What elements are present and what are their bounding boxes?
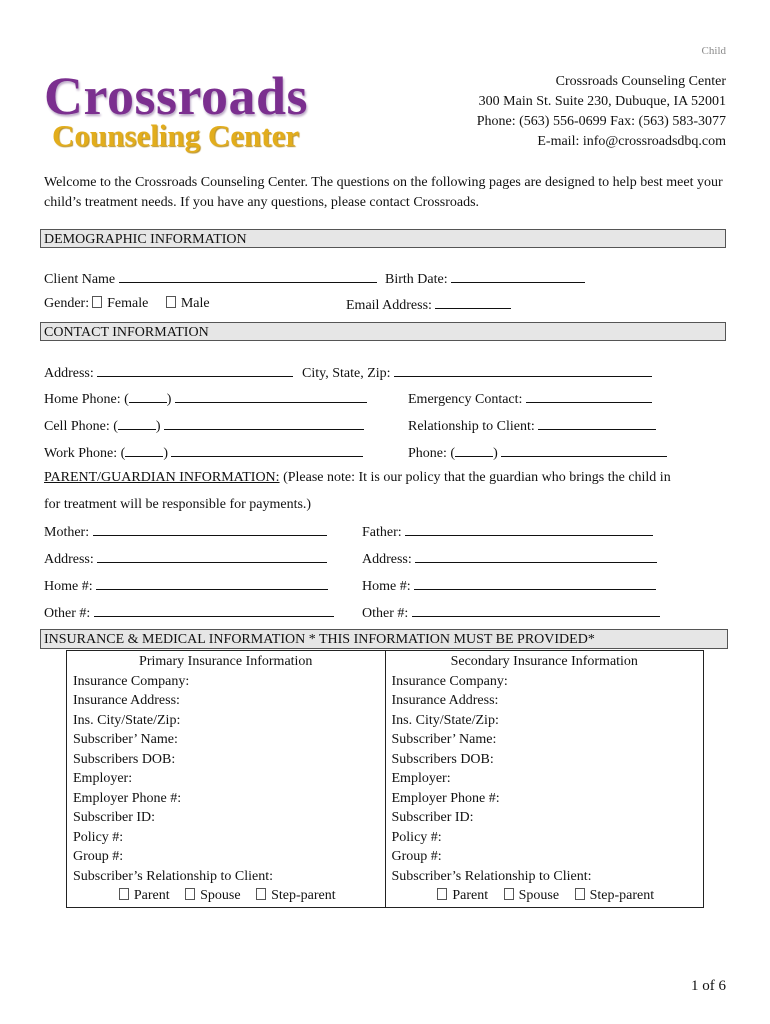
emergency-contact-field [408,389,652,409]
primary-parent-label: Parent [133,888,170,903]
mother-other-field [44,603,334,623]
father-field [362,522,653,542]
page-number: 1 of 6 [691,978,726,994]
guardian-heading [44,469,671,487]
secondary-parent-checkbox[interactable] [437,888,447,900]
email-field [346,295,511,315]
gender-label: Gender: [44,296,90,311]
logo-counseling-center: Counseling Center [52,118,300,153]
primary-insurance-title: Primary Insurance Information [139,654,313,669]
father-label: Father: [362,525,402,540]
secondary-field[interactable]: Group #: [391,849,442,864]
org-contact-block [477,72,726,152]
father-address-input[interactable] [415,549,657,563]
mother-other-input[interactable] [94,603,334,617]
org-address: 300 Main St. Suite 230, Dubuque, IA 52001 [478,94,726,109]
secondary-relationship-label: Subscriber’s Relationship to Client: [391,868,592,884]
client-name-field [44,269,377,289]
city-state-zip-field [302,363,652,383]
mother-input[interactable] [93,522,327,536]
father-address-field [362,549,657,569]
org-name: Crossroads Counseling Center [555,74,726,89]
work-phone-area-input[interactable] [125,443,163,457]
guardian-note-b: for treatment will be responsible for payments.) [44,497,312,512]
mother-home-field [44,576,328,596]
primary-relationship-label: Subscriber’s Relationship to Client: [73,868,274,884]
father-address-label: Address: [362,552,412,567]
cell-phone-input[interactable] [164,416,364,430]
emergency-phone-label: Phone: ( [408,446,456,461]
secondary-field[interactable]: Employer Phone #: [391,790,500,806]
cell-phone-field: Cell Phone: ( ) [44,416,364,436]
female-checkbox[interactable] [92,296,102,308]
guardian-title: PARENT/GUARDIAN INFORMATION: [44,470,280,485]
home-phone-input[interactable] [175,389,367,403]
father-home-field [362,576,656,596]
primary-field[interactable]: Ins. City/State/Zip: [73,712,181,728]
male-checkbox[interactable] [166,296,176,308]
relationship-input[interactable] [538,416,656,430]
primary-field[interactable]: Subscriber’ Name: [73,732,178,747]
primary-field[interactable]: Employer Phone #: [73,790,182,806]
father-home-label: Home #: [362,579,411,594]
secondary-field[interactable]: Insurance Address: [391,693,499,708]
primary-field[interactable]: Group #: [73,849,124,864]
address-label: Address: [44,366,94,381]
relationship-field [408,416,656,436]
secondary-field[interactable]: Ins. City/State/Zip: [391,712,499,728]
intro-text: Welcome to the Crossroads Counseling Center. The questions on the following pages are designed to help best meet your child’s treatment needs. If you have any questions, please contact Crossroads. [44,175,723,210]
father-other-label: Other #: [362,606,409,621]
org-phone-fax: Phone: (563) 556-0699 Fax: (563) 583-3077 [476,114,726,129]
section-insurance: INSURANCE & MEDICAL INFORMATION * THIS INFORMATION MUST BE PROVIDED* [40,629,728,649]
primary-field[interactable]: Subscriber ID: [73,810,156,825]
mother-address-label: Address: [44,552,94,567]
emergency-phone-input[interactable] [501,443,667,457]
primary-field[interactable]: Employer: [73,771,133,786]
secondary-spouse-checkbox[interactable] [504,888,514,900]
insurance-table [66,650,704,908]
secondary-insurance-column [385,651,704,908]
work-phone-field: Work Phone: ( ) [44,443,363,463]
mother-home-input[interactable] [96,576,328,590]
mother-label: Mother: [44,525,90,540]
secondary-field[interactable]: Subscriber ID: [391,810,474,825]
emergency-phone-area-input[interactable] [455,443,493,457]
relationship-label: Relationship to Client: [408,419,535,434]
mother-address-field [44,549,327,569]
male-label: Male [180,296,210,311]
home-phone-field: Home Phone: ( ) [44,389,367,409]
mother-address-input[interactable] [97,549,327,563]
home-phone-label: Home Phone: ( [44,392,129,407]
secondary-relationship-options [392,886,698,906]
mother-field [44,522,327,542]
secondary-insurance-title: Secondary Insurance Information [450,654,638,669]
address-field [44,363,293,383]
city-state-zip-label: City, State, Zip: [302,366,391,381]
city-state-zip-input[interactable] [394,363,652,377]
primary-field[interactable]: Subscribers DOB: [73,751,176,767]
father-other-input[interactable] [412,603,660,617]
primary-spouse-label: Spouse [200,888,241,903]
birth-date-label: Birth Date: [385,272,448,287]
client-name-input[interactable] [119,269,377,283]
primary-step-parent-checkbox[interactable] [256,888,266,900]
secondary-field[interactable]: Subscribers DOB: [391,751,494,767]
mother-home-label: Home #: [44,579,93,594]
primary-relationship-options [73,886,379,906]
secondary-parent-label: Parent [452,888,489,903]
guardian-note-a: (Please note: It is our policy that the guardian who brings the child in [283,470,671,485]
email-input[interactable] [435,295,511,309]
primary-field[interactable]: Policy #: [73,829,124,845]
primary-field[interactable]: Insurance Company: [73,673,190,689]
cell-phone-label: Cell Phone: ( [44,419,118,434]
logo-crossroads: Crossroads [44,66,309,126]
secondary-field[interactable]: Employer: [391,771,451,786]
secondary-field[interactable]: Insurance Company: [391,673,508,689]
secondary-step-parent-label: Step-parent [589,888,655,903]
emergency-contact-label: Emergency Contact: [408,392,523,407]
section-contact: CONTACT INFORMATION [40,322,726,341]
father-input[interactable] [405,522,653,536]
work-phone-label: Work Phone: ( [44,446,126,461]
emergency-phone-field: Phone: ( ) [408,443,667,463]
work-phone-input[interactable] [171,443,363,457]
client-name-label: Client Name [44,272,116,287]
section-demographic: DEMOGRAPHIC INFORMATION [40,229,726,248]
birth-date-input[interactable] [451,269,585,283]
home-phone-area-input[interactable] [129,389,167,403]
mother-other-label: Other #: [44,606,91,621]
primary-insurance-column [67,651,386,908]
gender-field [44,295,210,313]
address-input[interactable] [97,363,293,377]
primary-step-parent-label: Step-parent [271,888,336,903]
emergency-contact-input[interactable] [526,389,652,403]
father-other-field [362,603,660,623]
secondary-spouse-label: Spouse [518,888,560,903]
primary-parent-checkbox[interactable] [119,888,129,900]
org-email: E-mail: info@crossroadsdbq.com [537,134,726,149]
email-label: Email Address: [346,298,432,313]
secondary-field[interactable]: Policy #: [391,829,442,845]
form-tag: Child [701,45,726,57]
primary-field[interactable]: Insurance Address: [73,693,180,708]
father-home-input[interactable] [414,576,656,590]
secondary-step-parent-checkbox[interactable] [575,888,585,900]
primary-spouse-checkbox[interactable] [185,888,195,900]
secondary-field[interactable]: Subscriber’ Name: [391,732,497,747]
cell-phone-area-input[interactable] [118,416,156,430]
birth-date-field [385,269,585,289]
female-label: Female [107,296,149,311]
